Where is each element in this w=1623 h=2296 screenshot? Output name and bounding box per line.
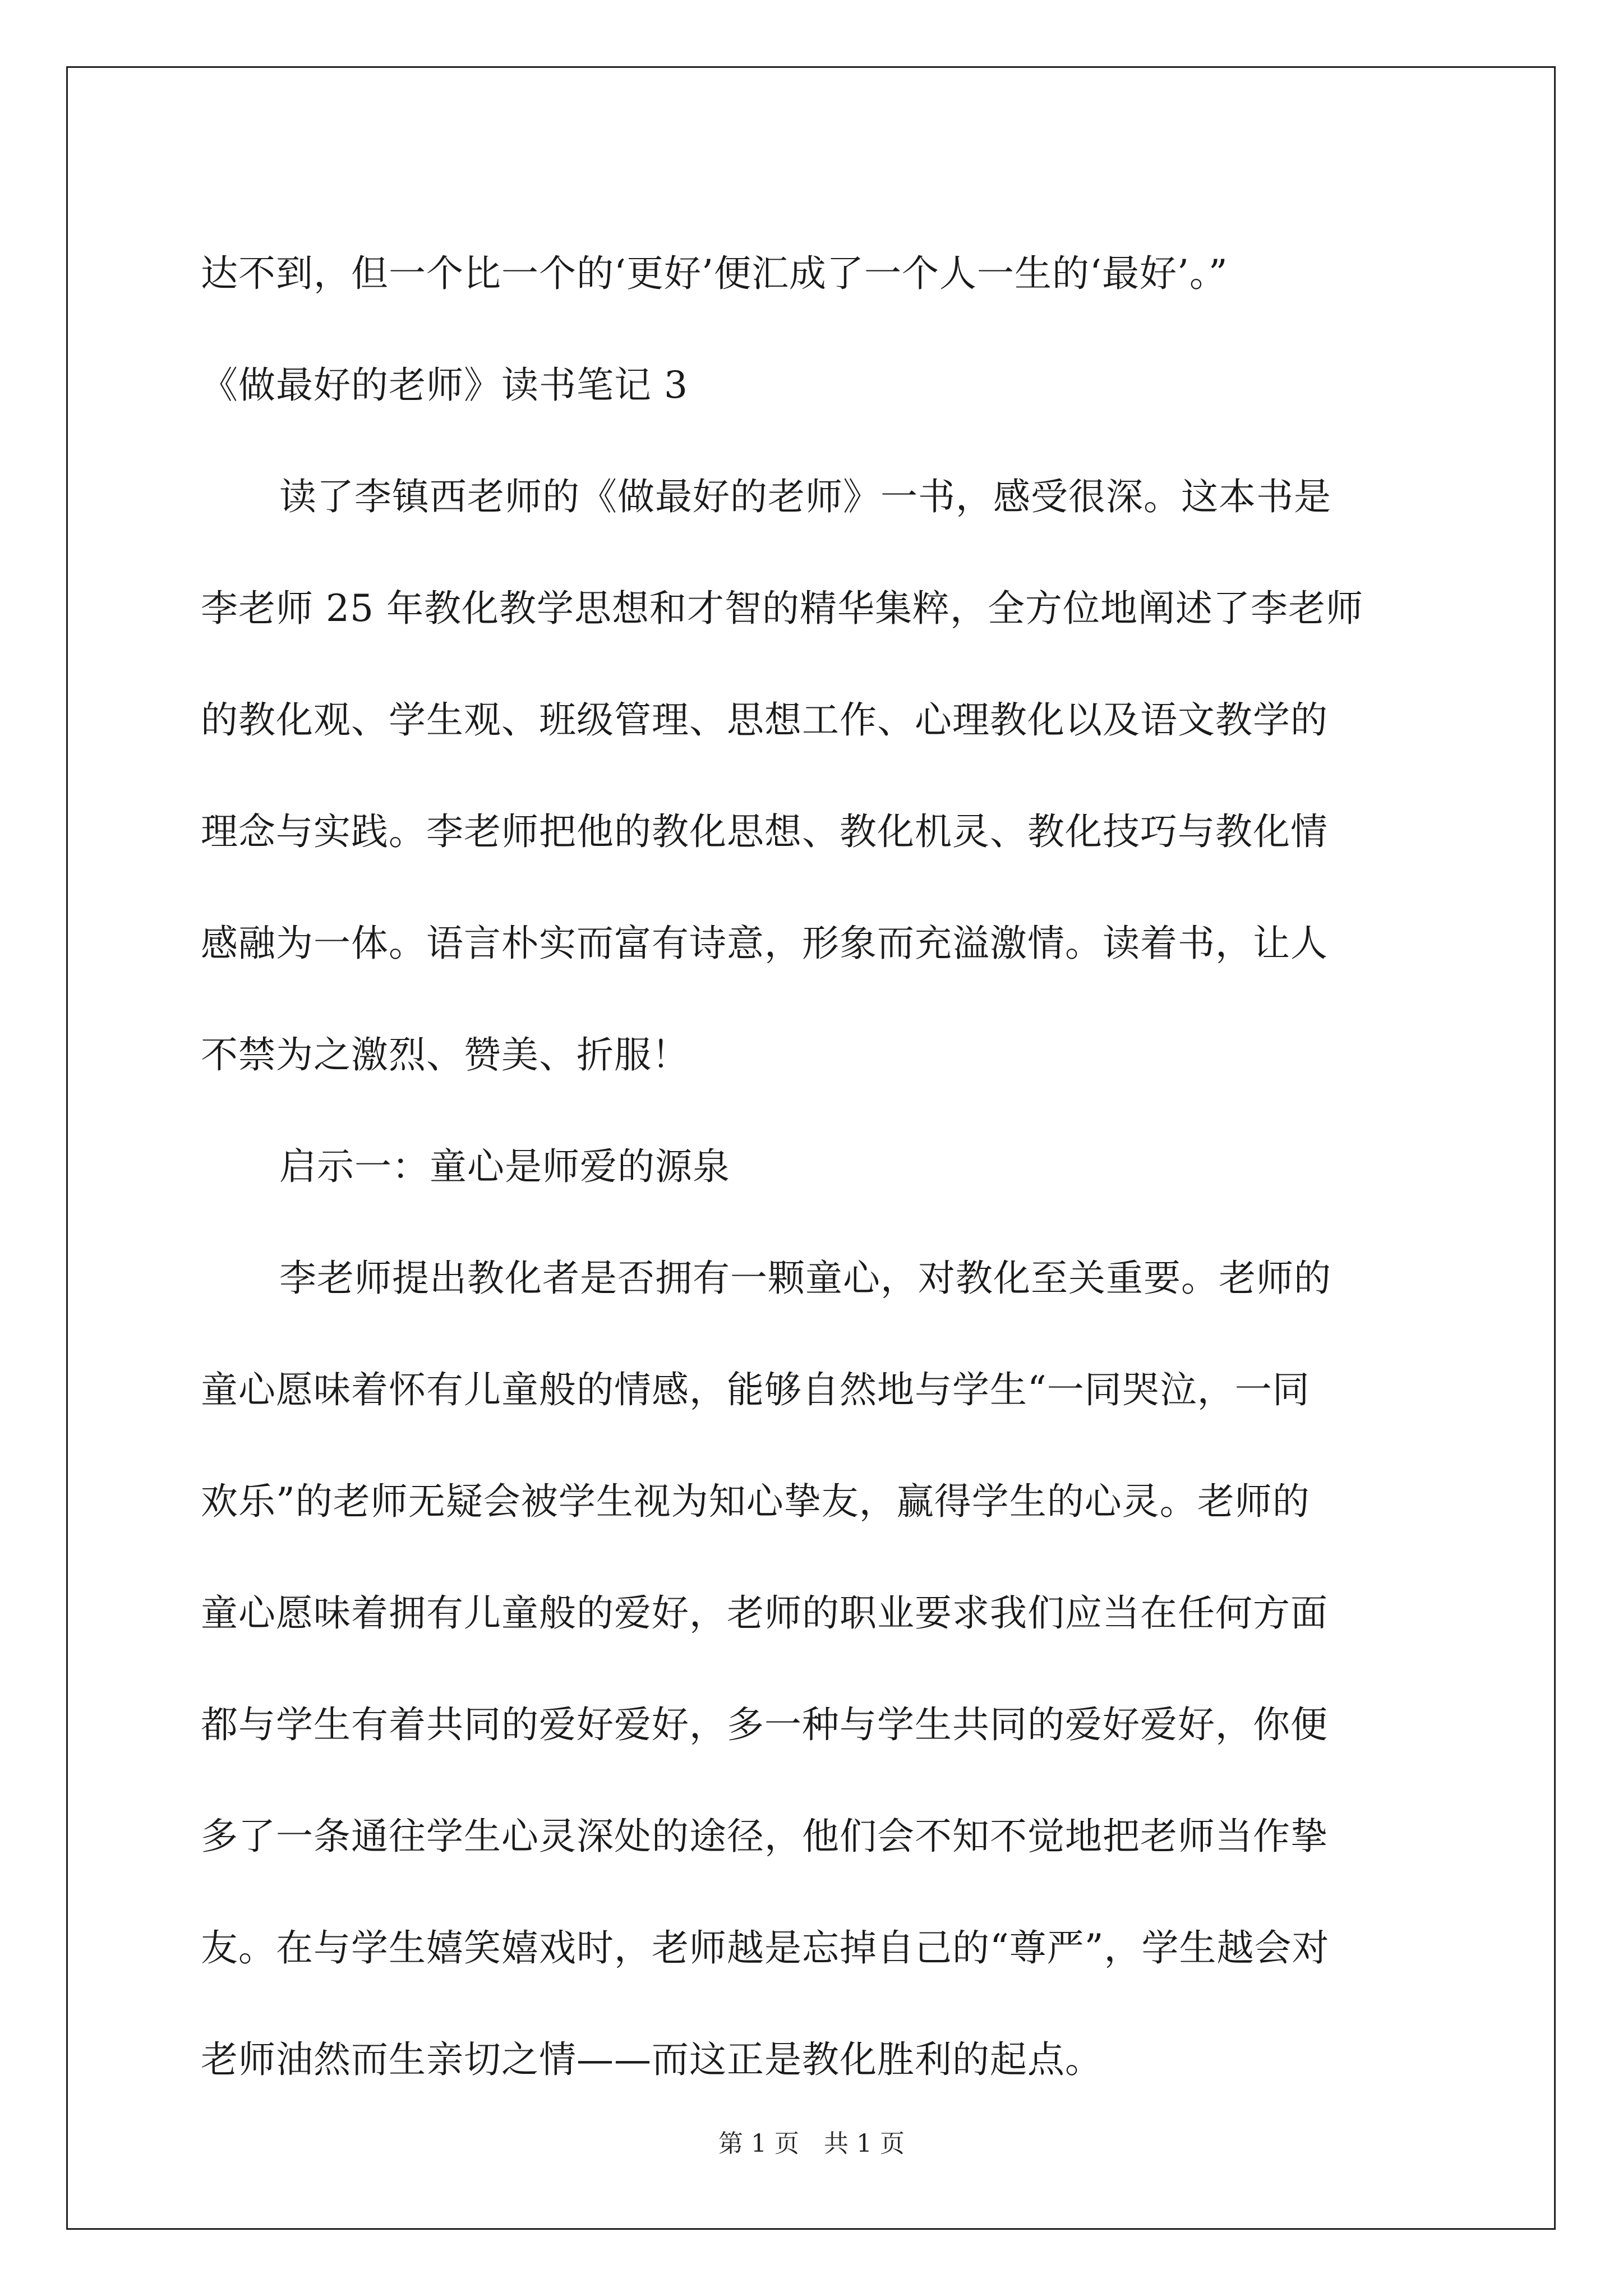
text-line: 友。在与学生嬉笑嬉戏时，老师越是忘掉自己的“尊严”，学生越会对 [201,1926,1330,1970]
page-number-footer: 第 1 页 共 1 页 [718,2129,905,2158]
section-heading: 《做最好的老师》读书笔记 3 [201,364,688,407]
text-line: 达不到，但一个比一个的‘更好’便汇成了一个人一生的‘最好’。” [201,252,1228,295]
text-line: 感融为一体。语言朴实而富有诗意，形象而充溢激情。读着书，让人 [201,922,1328,965]
text-line: 读了李镇西老师的《做最好的老师》一书，感受很深。这本书是 [279,475,1331,518]
text-line: 欢乐”的老师无疑会被学生视为知心挚友，赢得学生的心灵。老师的 [201,1480,1310,1523]
text-line: 不禁为之激烈、赞美、折服！ [201,1033,689,1076]
text-line: 李老师 25 年教化教学思想和才智的精华集粹，全方位地阐述了李老师 [201,587,1363,630]
text-line: 都与学生有着共同的爱好爱好，多一种与学生共同的爱好爱好，你便 [201,1703,1328,1746]
text-line: 的教化观、学生观、班级管理、思想工作、心理教化以及语文教学的 [201,698,1328,742]
text-line: 童心愿味着怀有儿童般的情感，能够自然地与学生“一同哭泣，一同 [201,1368,1310,1411]
text-line: 多了一条通往学生心灵深处的途径，他们会不知不觉地把老师当作挚 [201,1815,1328,1858]
text-line: 童心愿味着拥有儿童般的爱好，老师的职业要求我们应当在任何方面 [201,1591,1328,1635]
text-line: 理念与实践。李老师把他的教化思想、教化机灵、教化技巧与教化情 [201,810,1328,853]
text-line: 老师油然而生亲切之情——而这正是教化胜利的起点。 [201,2038,1103,2081]
subheading: 启示一：童心是师爱的源泉 [279,1145,730,1188]
document-body [201,218,1435,2115]
text-line: 李老师提出教化者是否拥有一颗童心，对教化至关重要。老师的 [279,1257,1331,1300]
